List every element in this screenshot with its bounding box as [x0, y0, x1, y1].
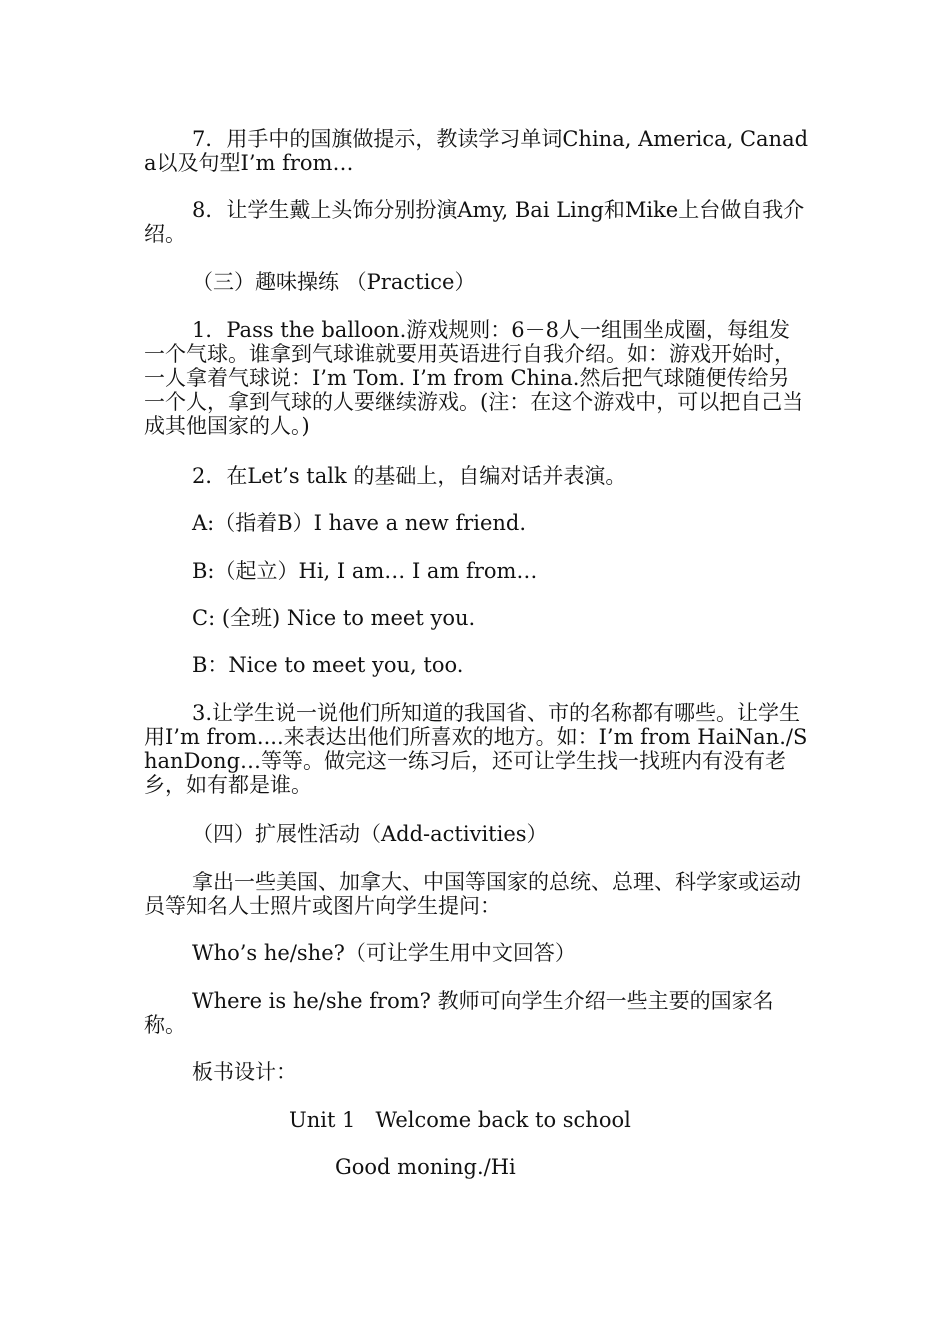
section-heading-practice: （三）趣味操练 （Practice）	[192, 270, 476, 294]
paragraph-step-7: 7．用手中的国旗做提示，教读学习单词China, America, Canada以及句型I’m from…	[144, 127, 809, 175]
board-design-heading: 板书设计：	[192, 1060, 297, 1084]
paragraph-practice-2: 2．在Let’s talk 的基础上，自编对话并表演。	[192, 464, 627, 488]
paragraph-extension-3: Where is he/she from? 教师可向学生介绍一些主要的国家名称。	[144, 989, 774, 1037]
dialogue-line-a: A:（指着B）I have a new friend.	[192, 511, 527, 535]
board-line-greeting: Good moning./Hi	[335, 1155, 516, 1179]
section-heading-add-activities: （四）扩展性活动（Add-activities）	[192, 822, 548, 846]
dialogue-line-b1: B:（起立）Hi, I am… I am from…	[192, 559, 538, 583]
dialogue-line-c: C: (全班) Nice to meet you.	[192, 606, 476, 630]
paragraph-extension-1: 拿出一些美国、加拿大、中国等国家的总统、总理、科学家或运动员等知名人士照片或图片向学生提问：	[144, 870, 801, 918]
paragraph-practice-1: 1．Pass the balloon.游戏规则：6－8人一组围坐成圈，每组发一个气球。谁拿到气球谁就要用英语进行自我介绍。如：游戏开始时，一人拿着气球说：I’m Tom. I’m from China.然后把气球随便传给另一个人，拿到气球的人要继续游戏。(注：在这个游戏中，可以把自己当成其他国家的人。)	[144, 318, 804, 438]
dialogue-line-b2: B：Nice to meet you, too.	[192, 653, 464, 677]
paragraph-practice-3: 3.让学生说一说他们所知道的我国省、市的名称都有哪些。让学生用I’m from....来表达出他们所喜欢的地方。如：I’m from HaiNan./ShanDong…等等。做完这一练习后，还可让学生找一找班内有没有老乡，如有都是谁。	[144, 701, 808, 797]
paragraph-step-8: 8．让学生戴上头饰分别扮演Amy, Bai Ling和Mike上台做自我介绍。	[144, 198, 805, 246]
paragraph-extension-2: Who’s he/she?（可让学生用中文回答）	[192, 941, 576, 965]
board-title: Unit 1 Welcome back to school	[289, 1108, 631, 1132]
